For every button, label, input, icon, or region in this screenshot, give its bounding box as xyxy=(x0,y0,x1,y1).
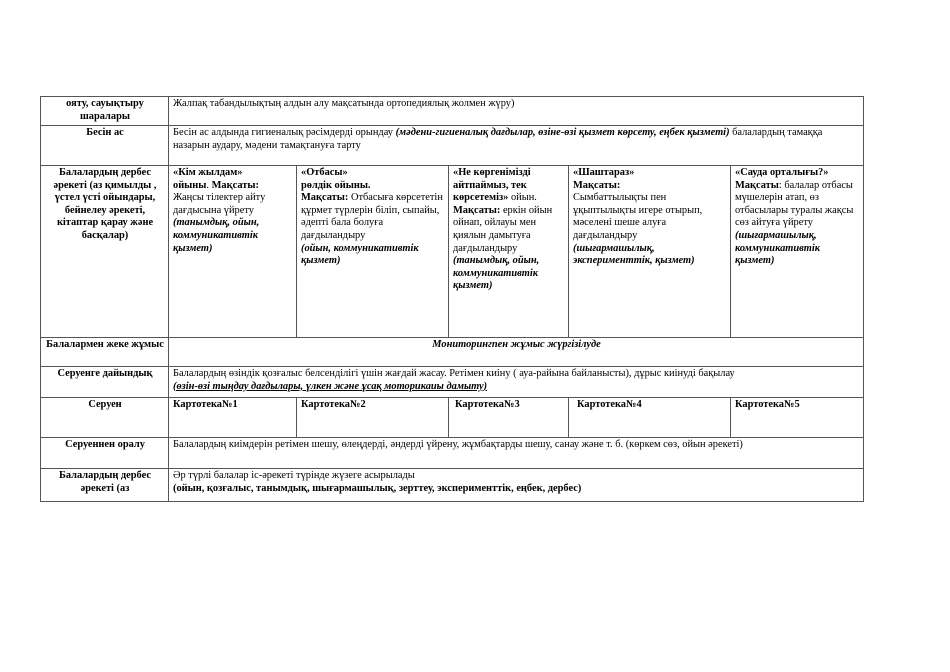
game-cell-1 xyxy=(169,166,297,338)
row-independent xyxy=(41,166,864,338)
walk-prep-activity: (өзін-өзі тыңдау дағдылары, үлкен және ұсақ моторикаиы дамыту) xyxy=(173,380,488,392)
card-1: Картотека№1 xyxy=(169,398,297,438)
row-header-independent-2: Балалардың дербес әрекеті (аз xyxy=(41,469,169,502)
card-3: Картотека№3 xyxy=(449,398,569,438)
game-type: ойын. xyxy=(508,192,537,204)
game-activity: (шығармашылық, коммуникативтік қызмет) xyxy=(735,229,821,267)
game-type: рөлдік ойыны. xyxy=(301,179,371,191)
row-return xyxy=(41,438,864,469)
row-lunch xyxy=(41,126,864,166)
lunch-cell xyxy=(169,126,864,166)
independent-2-activity: (ойын, қозғалыс, танымдық, шығармашылық, зерттеу, эксперименттік, еңбек, дербес) xyxy=(173,482,582,494)
independent-2-text: Әр түрлі балалар іс-әрекеті түрінде жүзеге асырылады xyxy=(173,470,415,481)
row-wake xyxy=(41,97,864,126)
game-cell-3 xyxy=(449,166,569,338)
game-activity: (танымдық, ойын, коммуникативтік қызмет) xyxy=(173,217,260,254)
row-walk xyxy=(41,398,864,438)
game-title: «Отбасы» xyxy=(301,167,348,178)
game-title: «Сауда орталығы?» xyxy=(735,167,829,178)
game-title: «Кім жылдам» xyxy=(173,167,243,178)
independent-2-cell xyxy=(169,469,864,502)
row-header-individual: Балалармен жеке жұмыс xyxy=(41,338,169,367)
individual-text: Мониторингпен жұмыс жүргізілуде xyxy=(169,338,864,367)
row-walk-prep xyxy=(41,367,864,398)
lunch-text-2: балалардың тамаққа назарын аудару, мәдени тамақтануға тарту xyxy=(173,127,823,151)
game-type: ойыны xyxy=(173,179,207,191)
card-4: Картотека№4 xyxy=(569,398,731,438)
lunch-activity: (мәдени-гигиеналық дағдылар, өзіне-өзі қызмет көрсету, еңбек қызметі) xyxy=(395,127,730,138)
game-sep: . xyxy=(206,179,212,191)
row-header-walk-prep: Серуенге дайындық xyxy=(41,367,169,398)
walk-prep-cell xyxy=(169,367,864,398)
walk-prep-text: Балалардың өзіндік қозғалыс белсенділігі үшін жағдай жасау. Ретімен киіну ( ауа-райына байланысты), дұрыс киінуді бақылау xyxy=(173,368,735,379)
return-text: Балалардың киімдерін ретімен шешу, өлеңдерді, әндерді үйрену, жұмбақтарды шешу, санау және т. б. (көркем сөз, ойын әрекеті) xyxy=(169,438,864,469)
game-activity: (ойын, коммуникативтік қызмет) xyxy=(301,242,419,267)
card-2: Картотека№2 xyxy=(297,398,449,438)
game-cell-5 xyxy=(731,166,864,338)
game-goal-label: Мақсаты xyxy=(735,179,779,191)
game-goal-text: : балалар отбасы мүшелерін атап, өз отбасылары туралы жақсы сөз айтуға үйрету xyxy=(735,179,854,229)
game-goal-text: еркін ойын ойнап, ойлауы мен қиялын дамытуға дағдыландыру xyxy=(453,204,553,254)
game-goal-text: Жаңсы тілектер айту дағдысына үйрету xyxy=(173,192,266,216)
game-goal-label: Мақсаты: xyxy=(301,192,349,204)
game-goal-label: Мақсаты: xyxy=(211,179,259,191)
row-header-walk: Серуен xyxy=(41,398,169,438)
game-goal-label: Мақсаты: xyxy=(453,204,501,216)
row-header-lunch: Бесін ас xyxy=(41,126,169,166)
game-activity: (шығармашылық, эксперименттік, қызмет) xyxy=(573,242,695,267)
daily-plan-table xyxy=(40,96,864,502)
game-cell-2 xyxy=(297,166,449,338)
lunch-text: Бесін ас алдында гигиеналық рәсімдерді орындау xyxy=(173,127,396,138)
row-independent-2 xyxy=(41,469,864,502)
game-title: «Шаштараз» xyxy=(573,167,635,178)
card-5: Картотека№5 xyxy=(731,398,864,438)
game-goal-label: Мақсаты: xyxy=(573,179,621,191)
row-header-return: Серуеннен оралу xyxy=(41,438,169,469)
wake-text: Жалпақ табандылықтың алдын алу мақсатында ортопедиялық жолмен жүру) xyxy=(169,97,864,126)
game-title: «Не көргенімізді айтпаймыз, тек көрсетеміз» xyxy=(453,167,531,204)
row-individual xyxy=(41,338,864,367)
game-activity: (танымдық, ойын, коммуникативтік қызмет) xyxy=(453,255,540,292)
game-goal-text: Отбасыға көрсететін құрмет түрлерін біліп, сыпайы, әдепті бала болуға дағдыландыру xyxy=(301,192,443,241)
game-goal-text: Сымбаттылықты пен ұқыптылықты игере отырып, мәселені шеше алуға дағдыландыру xyxy=(573,192,703,241)
row-header-independent: Балалардың дербес әрекеті (аз қимылды , үстел үсті ойындары, бейнелеу әрекеті, кітаптар қарау және басқалар) xyxy=(41,166,169,338)
row-header-wake: ояту, сауықтыру шаралары xyxy=(41,97,169,126)
game-cell-4 xyxy=(569,166,731,338)
